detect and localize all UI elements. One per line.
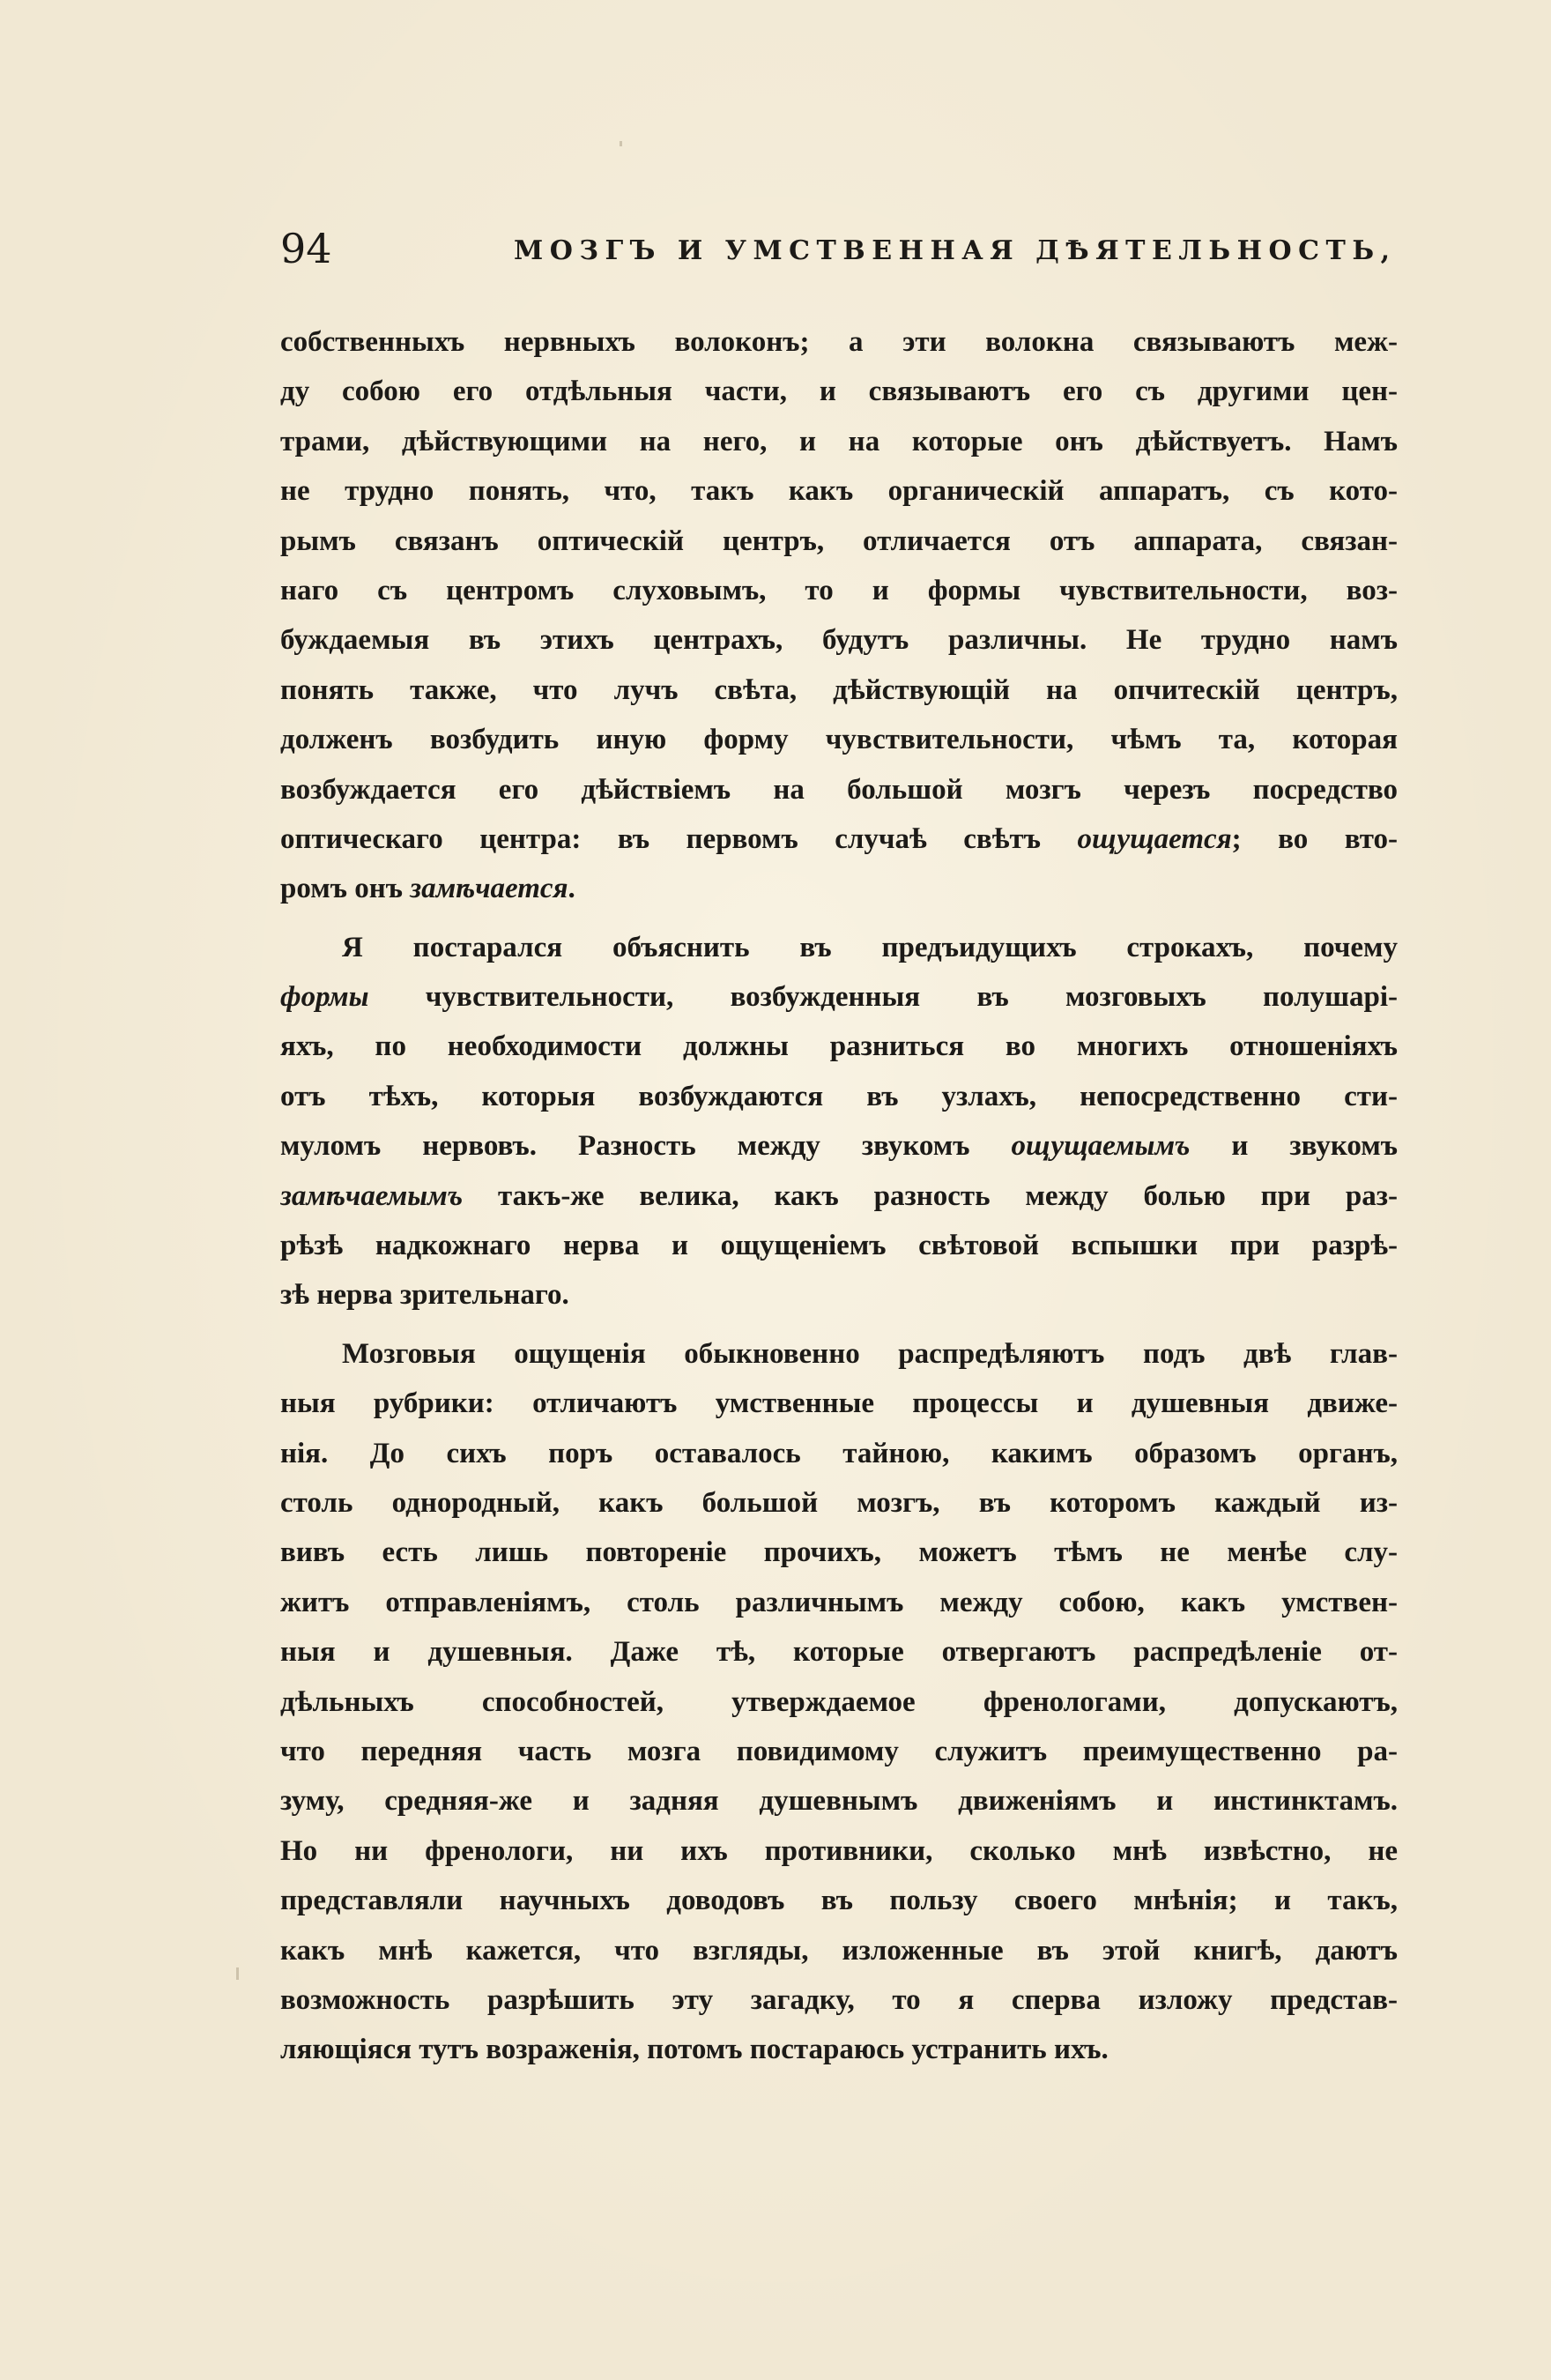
text-segment: трами, дѣйствующими на него, и на которые онъ дѣйствуетъ. Намъ [280,425,1398,457]
text-segment: понять также, что лучъ свѣта, дѣйствующій на опчитескій центръ, [280,673,1398,706]
text-segment: яхъ, по необходимости должны разниться во многихъ отношеніяхъ [280,1030,1398,1063]
text-line [280,923,1398,972]
text-line [280,566,1398,615]
text-line [280,1876,1398,1925]
paragraph [280,1329,1398,2075]
emphasis-text: ощущаемымъ [1011,1130,1191,1163]
text-segment: столь однородный, какъ большой мозгъ, въ которомъ каждый из- [280,1486,1398,1519]
text-segment: чувствительности, возбужденныя въ мозговыхъ полушарі- [368,981,1398,1014]
text-segment: не трудно понять, что, такъ какъ органическій аппаратъ, съ кото- [280,475,1398,508]
text-segment: муломъ нервовъ. Разность между звукомъ [280,1130,1012,1163]
text-segment: оптическаго центра: въ первомъ случаѣ свѣтъ [280,822,1078,855]
paragraph [280,923,1398,1320]
text-line [280,715,1398,764]
text-line [280,517,1398,566]
text-segment: . [568,873,575,905]
text-segment: какъ мнѣ кажется, что взгляды, изложенные въ этой книгѣ, даютъ [280,1934,1398,1967]
text-line [280,765,1398,814]
text-line [280,1677,1398,1727]
text-line [280,1329,1398,1379]
text-line [280,1379,1398,1428]
text-line [280,1926,1398,1975]
emphasis-text: замѣчаемымъ [280,1179,464,1212]
text-line [280,466,1398,516]
emphasis-text: ощущается [1077,822,1232,855]
text-segment: дѣльныхъ способностей, утверждаемое френологами, допускаютъ, [280,1685,1398,1718]
paragraph [280,317,1398,914]
text-segment: нія. До сихъ поръ оставалось тайною, какимъ образомъ органъ, [280,1437,1398,1469]
text-segment: наго съ центромъ слуховымъ, то и формы чувствительности, воз- [280,574,1398,606]
text-line [280,615,1398,665]
text-line [280,814,1398,864]
text-segment: собственныхъ нервныхъ волоконъ; а эти волокна связываютъ меж- [280,326,1398,358]
text-segment: рымъ связанъ оптическій центръ, отличается отъ аппарата, связан- [280,524,1398,557]
text-segment: буждаемыя въ этихъ центрахъ, будутъ различны. Не трудно намъ [280,624,1398,657]
emphasis-text: замѣчается [410,873,568,905]
text-line [280,972,1398,1022]
text-line [280,1727,1398,1776]
text-line [280,1627,1398,1677]
text-segment: зуму, средняя-же и задняя душевнымъ движеніямъ и инстинктамъ. [280,1785,1398,1818]
text-line [280,417,1398,466]
text-segment: Мозговыя ощущенія обыкновенно распредѣляютъ подъ двѣ глав- [342,1337,1398,1370]
text-segment: возможность разрѣшить эту загадку, то я сперва изложу представ- [280,1983,1398,2016]
text-segment: долженъ возбудить иную форму чувствительности, чѣмъ та, которая [280,724,1398,756]
text-segment: такъ-же велика, какъ разность между болью при раз- [463,1179,1398,1212]
text-line [280,864,1398,913]
text-segment: что передняя часть мозга повидимому служитъ преимущественно ра- [280,1735,1398,1767]
text-line [280,1826,1398,1876]
text-segment: вивъ есть лишь повтореніе прочихъ, можетъ тѣмъ не менѣе слу- [280,1536,1398,1569]
text-segment: зѣ нерва зрительнаго. [280,1279,569,1312]
text-line [280,1221,1398,1270]
text-segment: отъ тѣхъ, которыя возбуждаются въ узлахъ, непосредственно сти- [280,1080,1398,1112]
text-segment: ду собою его отдѣльныя части, и связываютъ его съ другими цен- [280,376,1398,408]
text-line [280,1171,1398,1221]
text-segment: ныя рубрики: отличаютъ умственные процессы и душевныя движе- [280,1387,1398,1420]
text-segment: ныя и душевныя. Даже тѣ, которые отвергаютъ распредѣленіе от- [280,1636,1398,1669]
text-line [280,1975,1398,2025]
text-line [280,2025,1398,2074]
text-line [280,666,1398,715]
page-number: 94 [280,225,332,272]
text-line [280,1022,1398,1071]
text-segment: представляли научныхъ доводовъ въ пользу своего мнѣнія; и такъ, [280,1885,1398,1917]
page-speck [620,141,622,146]
text-line [280,1578,1398,1627]
text-segment: ляющіяся тутъ возраженія, потомъ постараюсь устранить ихъ. [280,2034,1109,2066]
text-segment: житъ отправленіямъ, столь различнымъ между собою, какъ умствен- [280,1586,1398,1618]
text-segment: возбуждается его дѣйствіемъ на большой мозгъ черезъ посредство [280,773,1398,806]
text-line [280,1776,1398,1826]
text-segment: рѣзѣ надкожнаго нерва и ощущеніемъ свѣтовой вспышки при разрѣ- [280,1230,1398,1262]
text-line [280,1072,1398,1121]
running-title: МОЗГЪ И УМСТВЕННАЯ ДѢЯТЕЛЬНОСТЬ, [514,235,1397,266]
text-line [280,1528,1398,1577]
running-head [280,222,1397,275]
text-line [280,1429,1398,1478]
body-text [280,317,1398,2075]
text-segment: ; во вто- [1231,822,1398,855]
page-speck [236,1967,239,1980]
text-line [280,1270,1398,1320]
text-line [280,1478,1398,1528]
text-segment: и звукомъ [1190,1130,1398,1163]
text-segment: Но ни френологи, ни ихъ противники, сколько мнѣ извѣстно, не [280,1834,1398,1867]
text-line [280,317,1398,367]
text-line [280,367,1398,416]
text-segment: ромъ онъ [280,873,411,905]
text-segment: Я постарался объяснить въ предъидущихъ строкахъ, почему [342,931,1398,963]
text-line [280,1121,1398,1171]
emphasis-text: формы [280,981,369,1014]
